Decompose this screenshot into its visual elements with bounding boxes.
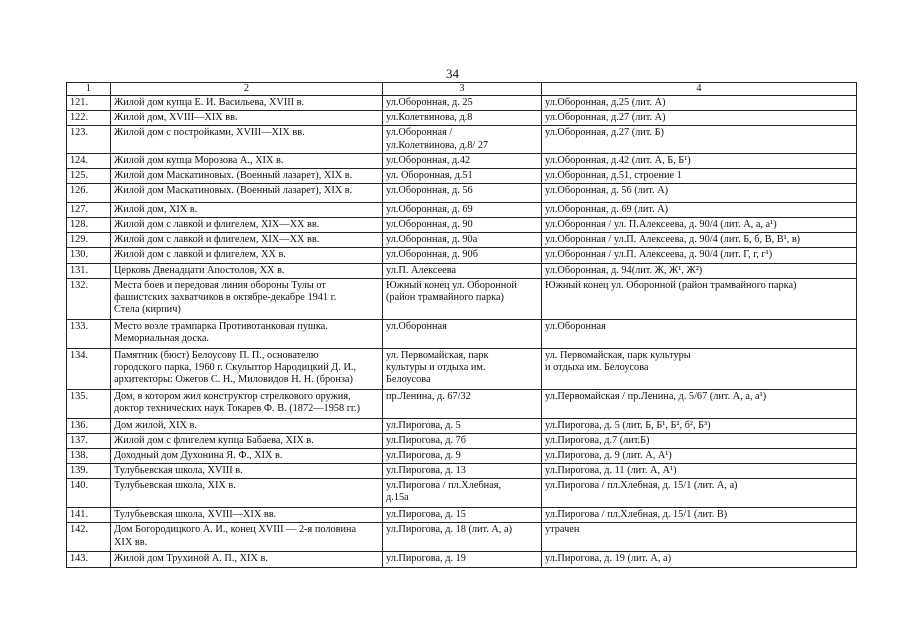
address-old-cell: ул. Оборонная, д.51 xyxy=(383,168,542,183)
address-old-cell: ул.Пирогова, д. 18 (лит. А, а) xyxy=(383,523,542,552)
address-old-cell: ул.Пирогова, д. 9 xyxy=(383,448,542,463)
address-new-cell: ул.Оборонная, д. 94(лит. Ж, Ж¹, Ж²) xyxy=(542,263,857,278)
table-row xyxy=(67,278,857,319)
address-old-cell: ул.П. Алексеева xyxy=(383,263,542,278)
address-new-cell: ул. Первомайская, парк культуры и отдыха им. Белоусова xyxy=(542,348,857,389)
address-new-cell: ул.Пирогова / пл.Хлебная, д. 15/1 (лит. В) xyxy=(542,508,857,523)
object-name-cell: Жилой дом с флигелем купца Бабаева, XIX в. xyxy=(111,433,383,448)
table-body xyxy=(67,96,857,567)
object-name-cell: Жилой дом Трухиной А. П., XIX в. xyxy=(111,552,383,567)
page-number: 34 xyxy=(446,66,459,81)
row-number-cell: 133. xyxy=(67,319,111,348)
address-old-cell: ул.Оборонная, д. 90а xyxy=(383,233,542,248)
address-old-cell: ул.Оборонная, д. 69 xyxy=(383,202,542,217)
address-new-cell: ул.Пирогова / пл.Хлебная, д. 15/1 (лит. А, а) xyxy=(542,479,857,508)
address-new-cell: утрачен xyxy=(542,523,857,552)
address-old-cell: ул.Оборонная, д. 56 xyxy=(383,183,542,202)
row-number-cell: 124. xyxy=(67,153,111,168)
object-name-cell: Жилой дом с лавкой и флигелем, XX в. xyxy=(111,248,383,263)
row-number-cell: 130. xyxy=(67,248,111,263)
table-row xyxy=(67,418,857,433)
address-new-cell: ул.Пирогова, д. 5 (лит. Б, Б¹, Б², б², Б³) xyxy=(542,418,857,433)
row-number-cell: 134. xyxy=(67,348,111,389)
row-number-cell: 126. xyxy=(67,183,111,202)
address-new-cell: ул.Оборонная, д.25 (лит. А) xyxy=(542,96,857,111)
row-number-cell: 131. xyxy=(67,263,111,278)
object-name-cell: Доходный дом Духонина Я. Ф., XIX в. xyxy=(111,448,383,463)
row-number-cell: 135. xyxy=(67,389,111,418)
object-name-cell: Памятник (бюст) Белоусову П. П., основателю городского парка, 1960 г. Скульптор Народицкий Д. И., архитекторы: Ожегов С. Н., Миловидов Н. Н. (бронза) xyxy=(111,348,383,389)
address-new-cell: ул.Оборонная, д.42 (лит. А, Б, Б¹) xyxy=(542,153,857,168)
object-name-cell: Жилой дом купца Е. И. Васильева, XVIII в. xyxy=(111,96,383,111)
address-old-cell: ул.Оборонная xyxy=(383,319,542,348)
object-name-cell: Жилой дом, XIX в. xyxy=(111,202,383,217)
address-old-cell: ул.Оборонная, д. 90 xyxy=(383,218,542,233)
address-new-cell: Южный конец ул. Оборонной (район трамвайного парка) xyxy=(542,278,857,319)
table-row xyxy=(67,202,857,217)
row-number-cell: 123. xyxy=(67,126,111,153)
address-old-cell: пр.Ленина, д. 67/32 xyxy=(383,389,542,418)
object-name-cell: Места боев и передовая линия обороны Тулы от фашистских захватчиков в октябре-декабре 1941 г. Стела (кирпич) xyxy=(111,278,383,319)
address-new-cell: ул.Оборонная / ул. П.Алексеева, д. 90/4 (лит. А, а, а¹) xyxy=(542,218,857,233)
object-name-cell: Церковь Двенадцати Апостолов, XX в. xyxy=(111,263,383,278)
address-old-cell: Южный конец ул. Оборонной (район трамвайного парка) xyxy=(383,278,542,319)
address-new-cell: ул.Оборонная / ул.П. Алексеева, д. 90/4 (лит. Г, г, г¹) xyxy=(542,248,857,263)
table-row xyxy=(67,389,857,418)
address-old-cell: ул.Пирогова, д. 7б xyxy=(383,433,542,448)
address-new-cell: ул.Оборонная, д.27 (лит. Б) xyxy=(542,126,857,153)
object-name-cell: Жилой дом Маскатиновых. (Военный лазарет), XIX в. xyxy=(111,168,383,183)
table-row xyxy=(67,464,857,479)
address-new-cell: ул.Оборонная, д. 56 (лит. А) xyxy=(542,183,857,202)
address-old-cell: ул.Колетвинова, д.8 xyxy=(383,111,542,126)
object-name-cell: Тулубьевская школа, XVIII в. xyxy=(111,464,383,479)
address-new-cell: ул.Пирогова, д. 19 (лит. А, а) xyxy=(542,552,857,567)
address-old-cell: ул. Первомайская, парк культуры и отдыха им. Белоусова xyxy=(383,348,542,389)
row-number-cell: 137. xyxy=(67,433,111,448)
object-name-cell: Жилой дом с лавкой и флигелем, XIX—XX вв. xyxy=(111,218,383,233)
object-name-cell: Жилой дом купца Морозова А., XIX в. xyxy=(111,153,383,168)
row-number-cell: 125. xyxy=(67,168,111,183)
column-header-4: 4 xyxy=(542,83,857,96)
table-row xyxy=(67,96,857,111)
address-new-cell: ул.Пирогова, д.7 (лит.Б) xyxy=(542,433,857,448)
address-new-cell: ул.Оборонная / ул.П. Алексеева, д. 90/4 (лит. Б, б, В, В¹, в) xyxy=(542,233,857,248)
object-name-cell: Дом жилой, XIX в. xyxy=(111,418,383,433)
object-name-cell: Дом, в котором жил конструктор стрелкового оружия, доктор технических наук Токарев Ф. В. (1872—1958 гг.) xyxy=(111,389,383,418)
row-number-cell: 143. xyxy=(67,552,111,567)
monuments-table xyxy=(66,82,857,568)
table-row xyxy=(67,233,857,248)
address-old-cell: ул.Пирогова, д. 19 xyxy=(383,552,542,567)
table-row xyxy=(67,111,857,126)
object-name-cell: Жилой дом с постройками, XVIII—XIX вв. xyxy=(111,126,383,153)
row-number-cell: 127. xyxy=(67,202,111,217)
table-row xyxy=(67,183,857,202)
row-number-cell: 138. xyxy=(67,448,111,463)
address-new-cell: ул.Оборонная xyxy=(542,319,857,348)
column-header-2: 2 xyxy=(111,83,383,96)
table-row xyxy=(67,126,857,153)
table-row xyxy=(67,508,857,523)
table-row xyxy=(67,263,857,278)
column-header-3: 3 xyxy=(383,83,542,96)
table-row xyxy=(67,552,857,567)
address-old-cell: ул.Оборонная / ул.Колетвинова, д.8/ 27 xyxy=(383,126,542,153)
object-name-cell: Жилой дом, XVIII—XIX вв. xyxy=(111,111,383,126)
object-name-cell: Тулубьевская школа, XIX в. xyxy=(111,479,383,508)
address-new-cell: ул.Оборонная, д. 69 (лит. А) xyxy=(542,202,857,217)
address-old-cell: ул.Пирогова / пл.Хлебная, д.15а xyxy=(383,479,542,508)
address-old-cell: ул.Оборонная, д. 25 xyxy=(383,96,542,111)
header-row xyxy=(67,83,857,96)
address-old-cell: ул.Оборонная, д. 90б xyxy=(383,248,542,263)
row-number-cell: 121. xyxy=(67,96,111,111)
object-name-cell: Тулубьевская школа, XVIII—XIX вв. xyxy=(111,508,383,523)
row-number-cell: 140. xyxy=(67,479,111,508)
table-row xyxy=(67,248,857,263)
table-row xyxy=(67,448,857,463)
address-old-cell: ул.Пирогова, д. 5 xyxy=(383,418,542,433)
address-new-cell: ул.Оборонная, д.51, строение 1 xyxy=(542,168,857,183)
address-new-cell: ул.Оборонная, д.27 (лит. А) xyxy=(542,111,857,126)
object-name-cell: Дом Богородицкого А. И., конец XVIII — 2-я половина XIX вв. xyxy=(111,523,383,552)
address-new-cell: ул.Первомайская / пр.Ленина, д. 5/67 (лит. А, а, а¹) xyxy=(542,389,857,418)
table-row xyxy=(67,348,857,389)
address-old-cell: ул.Оборонная, д.42 xyxy=(383,153,542,168)
table-row xyxy=(67,168,857,183)
row-number-cell: 128. xyxy=(67,218,111,233)
object-name-cell: Жилой дом Маскатиновых. (Военный лазарет), XIX в. xyxy=(111,183,383,202)
address-new-cell: ул.Пирогова, д. 9 (лит. А, А¹) xyxy=(542,448,857,463)
table-row xyxy=(67,433,857,448)
row-number-cell: 139. xyxy=(67,464,111,479)
row-number-cell: 136. xyxy=(67,418,111,433)
row-number-cell: 141. xyxy=(67,508,111,523)
row-number-cell: 132. xyxy=(67,278,111,319)
row-number-cell: 129. xyxy=(67,233,111,248)
address-old-cell: ул.Пирогова, д. 13 xyxy=(383,464,542,479)
table-row xyxy=(67,218,857,233)
row-number-cell: 142. xyxy=(67,523,111,552)
address-old-cell: ул.Пирогова, д. 15 xyxy=(383,508,542,523)
address-new-cell: ул.Пирогова, д. 11 (лит. А, А¹) xyxy=(542,464,857,479)
row-number-cell: 122. xyxy=(67,111,111,126)
table-row xyxy=(67,523,857,552)
table-row xyxy=(67,319,857,348)
object-name-cell: Место возле трампарка Противотанковая пушка. Мемориальная доска. xyxy=(111,319,383,348)
object-name-cell: Жилой дом с лавкой и флигелем, XIX—XX вв. xyxy=(111,233,383,248)
table-row xyxy=(67,479,857,508)
column-header-1: 1 xyxy=(67,83,111,96)
table-row xyxy=(67,153,857,168)
